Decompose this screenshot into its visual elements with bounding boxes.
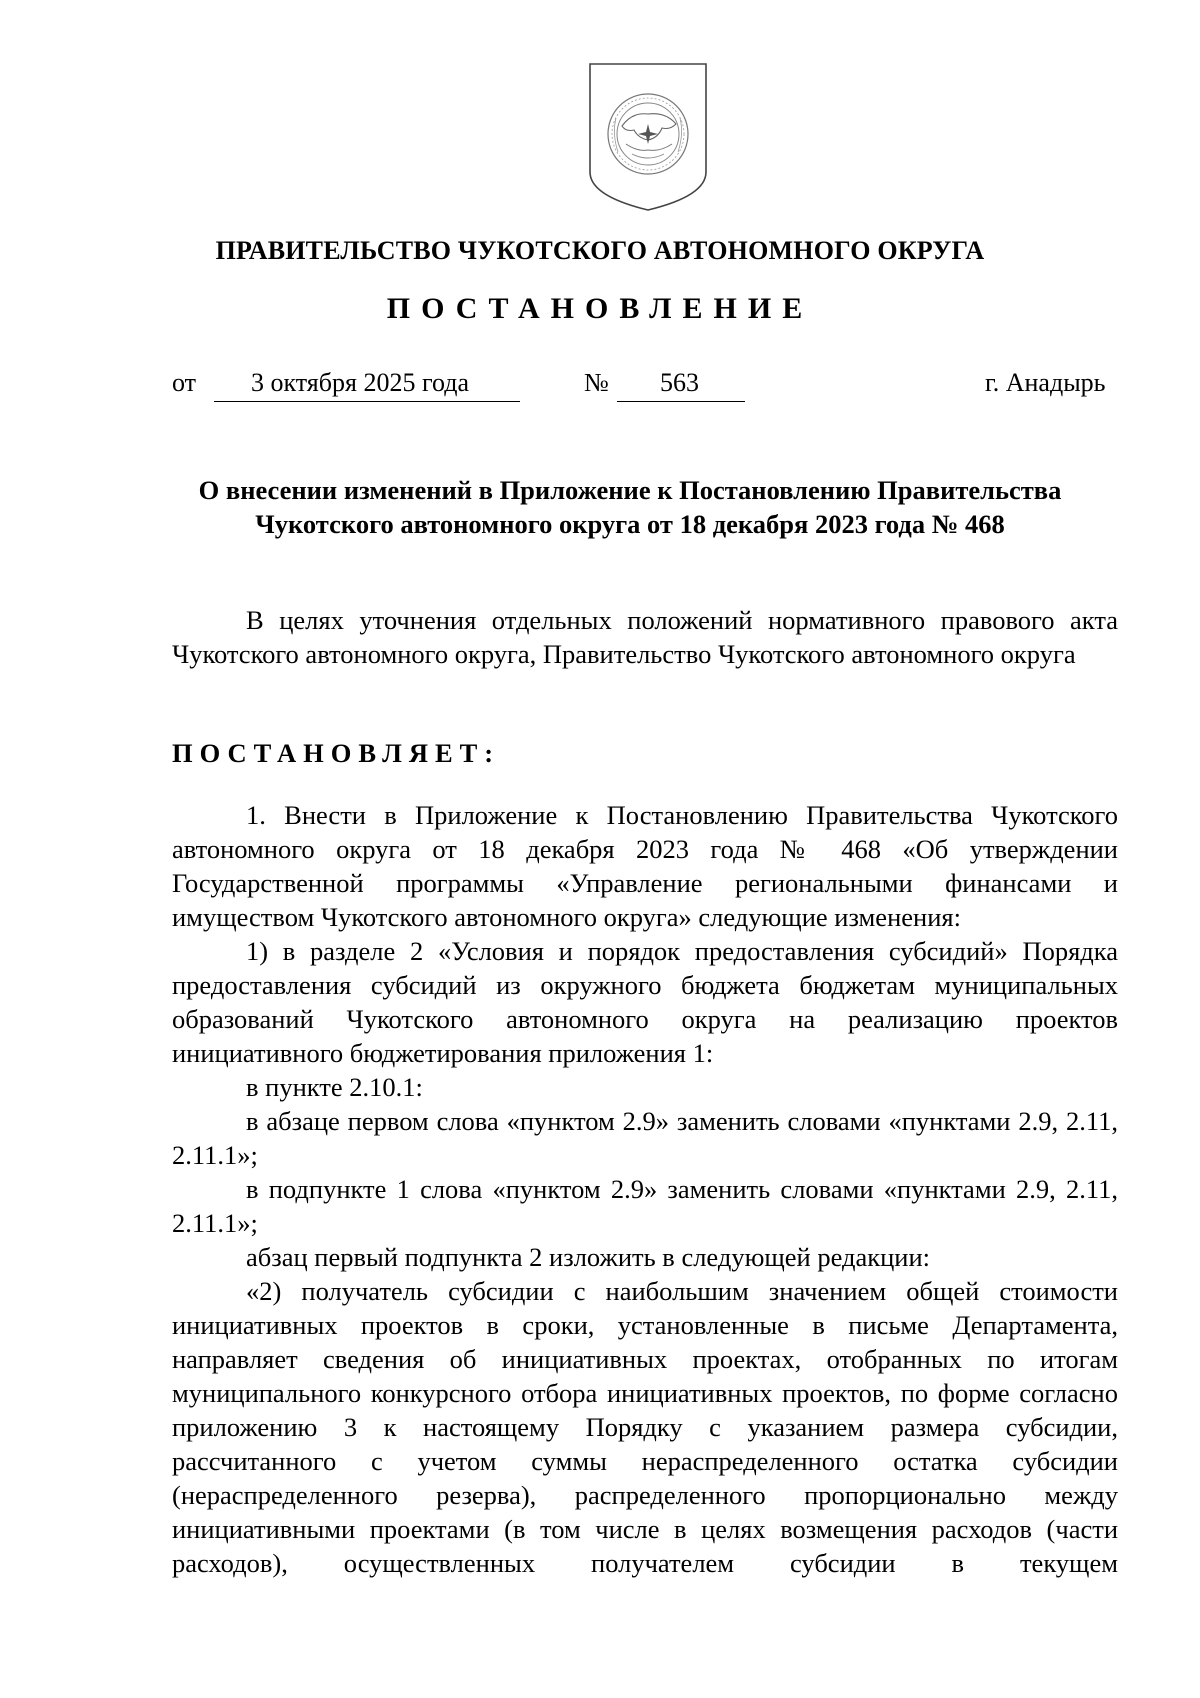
document-type-heading: ПОСТАНОВЛЕНИЕ [386, 292, 814, 325]
paragraph-6: абзац первый подпункта 2 изложить в следующей редакции: [246, 1242, 931, 1272]
document-meta-row [0, 368, 1200, 408]
decree-body [172, 798, 1118, 1580]
document-date: 3 октября 2025 года [251, 368, 469, 397]
number-underline [617, 401, 745, 402]
title-line-2: Чукотского автономного округа от 18 декабря 2023 года № 468 [255, 509, 1005, 539]
number-sign: № [584, 368, 609, 397]
coat-of-arms-emblem [586, 60, 710, 212]
paragraph-4: в абзаце первом слова «пунктом 2.9» заменить словами «пунктами 2.9, 2.11, 2.11.1»; [172, 1106, 1118, 1170]
organization-heading: ПРАВИТЕЛЬСТВО ЧУКОТСКОГО АВТОНОМНОГО ОКРУГА [215, 236, 985, 265]
decree-heading: ПОСТАНОВЛЯЕТ: [172, 738, 501, 768]
paragraph-7: «2) получатель субсидии с наибольшим значением общей стоимости инициативных проектов в сроки, установленные в письме Департамента, направляет сведения об инициативных проектах, отобранных по итогам муниципального конкурсного отбора инициативных проектов, по форме согласно приложению 3 к настоящему Порядку с указанием размера субсидии, рассчитанного с учетом суммы нераспределенного остатка субсидии (нераспределенного резерва), распределенного пропорционально между инициативными проектами (в том числе в целях возмещения расходов (части расходов), осуществленных получателем субсидии в текущем [172, 1276, 1118, 1578]
paragraph-2: 1) в разделе 2 «Условия и порядок предоставления субсидий» Порядка предоставления субсидий из окружного бюджета бюджетам муниципальных образований Чукотского автономного округа на реализацию проектов инициативного бюджетирования приложения 1: [172, 936, 1118, 1068]
document-title [150, 473, 1110, 541]
date-prefix: от [172, 368, 197, 397]
paragraph-3: в пункте 2.10.1: [246, 1072, 423, 1102]
date-underline [214, 401, 520, 402]
document-number: 563 [660, 368, 699, 397]
preamble-block [172, 603, 1118, 671]
title-line-1: О внесении изменений в Приложение к Постановлению Правительства [198, 475, 1062, 505]
paragraph-5: в подпункте 1 слова «пунктом 2.9» заменить словами «пунктами 2.9, 2.11, 2.11.1»; [172, 1174, 1118, 1238]
document-city: г. Анадырь [985, 368, 1106, 397]
preamble-paragraph: В целях уточнения отдельных положений нормативного правового акта Чукотского автономного округа, Правительство Чукотского автономного округа [172, 605, 1118, 669]
paragraph-1: 1. Внести в Приложение к Постановлению Правительства Чукотского автономного округа от 18 декабря 2023 года № 468 «Об утверждении Государственной программы «Управление региональными финансами и имуществом Чукотского автономного округа» следующие изменения: [172, 800, 1118, 932]
